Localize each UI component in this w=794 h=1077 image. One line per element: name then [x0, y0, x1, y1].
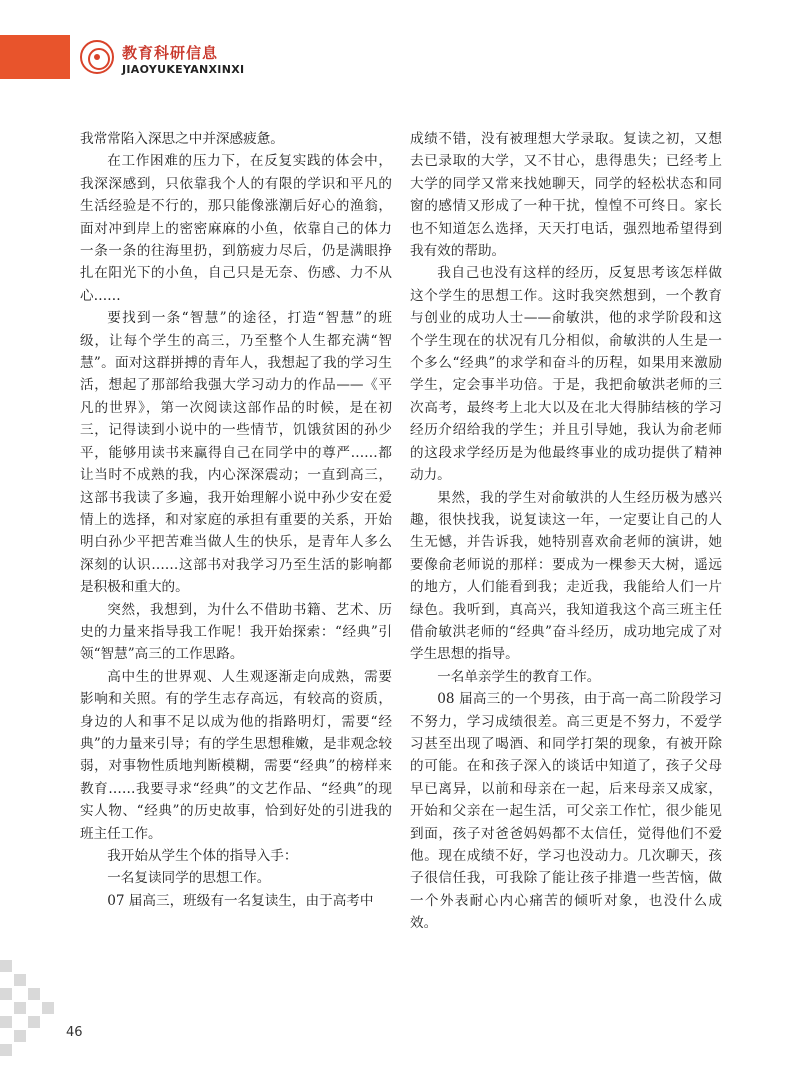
paragraph: 高中生的世界观、人生观逐渐走向成熟，需要影响和关照。有的学生志存高远，有较高的资质，身边的人和事不足以成为他的指路明灯，需要“经典”的力量来引导；有的学生思想稚嫩，是非观念较弱，对事物性质地判断模糊，需要“经典”的榜样来教育……我要寻求“经典”的文艺作品、“经典”的现实人物、“经典”的历史故事，恰到好处的引进我的班主任工作。 — [80, 668, 392, 842]
page-header — [0, 0, 794, 90]
right-text-column — [410, 128, 722, 935]
left-text-column — [80, 128, 392, 912]
paragraph: 07 届高三，班级有一名复读生，由于高考中 — [107, 892, 374, 909]
paragraph: 我自己也没有这样的经历，反复思考该怎样做这个学生的思想工作。这时我突然想到，一个教育与创业的成功人士——俞敏洪，他的求学阶段和这个学生现在的状况有几分相似，俞敏洪的人生是一个多么“经典”的求学和奋斗的历程，如果用来激励学生，定会事半功倍。于是，我把俞敏洪老师的三次高考，最终考上北大以及在北大得肺结核的学习经历介绍给我的学生；并且引导她，我认为俞老师的这段求学经历是为他最终事业的成功提供了精神动力。 — [410, 265, 722, 484]
paragraph: 08 届高三的一个男孩，由于高一高二阶段学习不努力，学习成绩很差。高三更是不努力，不爱学习甚至出现了喝酒、和同学打架的现象，有被开除的可能。在和孩子深入的谈话中知道了，孩子父母早已离异，以前和母亲在一起，后来母亲又成家，开始和父亲在一起生活，可父亲工作忙，很少能见到面，孩子对爸爸妈妈都不太信任，觉得他们不爱他。现在成绩不好，学习也没动力。几次聊天，孩子很信任我，可我除了能让孩子排遣一些苦恼，做一个外表耐心内心痛苦的倾听对象，也没什么成效。 — [410, 691, 722, 932]
header-color-bar — [0, 35, 70, 79]
paragraph: 一名单亲学生的教育工作。 — [437, 668, 601, 685]
paragraph: 在工作困难的压力下，在反复实践的体会中，我深深感到，只依靠我个人的有限的学识和平凡的生活经验是不行的，那只能像涨潮后好心的渔翁，面对冲到岸上的密密麻麻的小鱼，依靠自己的体力一条一条的往海里扔，到筋疲力尽后，仍是满眼挣扎在阳光下的小鱼，自己只是无奈、伤感、力不从心…… — [80, 153, 392, 304]
paragraph: 要找到一条“智慧”的途径，打造“智慧”的班级，让每个学生的高三，乃至整个人生都充满“智慧”。面对这群拼搏的青年人，我想起了我的学习生活，想起了那部给我强大学习动力的作品——《平凡的世界》，第一次阅读这部作品的时候，是在初三，记得读到小说中的一些情节，饥饿贫困的孙少平，能够用读书来赢得自己在同学中的尊严……都让当时不成熟的我，内心深深震动；一直到高三，这部书我读了多遍，我开始理解小说中孙少安在爱情上的选择，和对家庭的承担有重要的关系，开始明白孙少平把苦难当做人生的快乐，是青年人多么深刻的认识……这部书对我学习乃至生活的影响都是积极和重大的。 — [80, 310, 392, 596]
journal-logo-icon — [80, 40, 114, 74]
page-number: 46 — [66, 1025, 83, 1040]
journal-title-en: JIAOYUKEYANXINXI — [122, 63, 245, 76]
paragraph: 突然，我想到，为什么不借助书籍、艺术、历史的力量来指导我工作呢！我开始探索：“经典”引领“智慧”高三的工作思路。 — [80, 601, 392, 663]
paragraph: 成绩不错，没有被理想大学录取。复读之初，又想去已录取的大学，又不甘心，患得患失；已经考上大学的同学又常来找她聊天，同学的轻松状态和同窗的感情又形成了一种干扰，惶惶不可终日。家长也不知道怎么选择，天天打电话，强烈地希望得到我有效的帮助。 — [410, 131, 722, 260]
journal-title-cn: 教育科研信息 — [122, 44, 219, 62]
paragraph: 果然，我的学生对俞敏洪的人生经历极为感兴趣，很快找我，说复读这一年，一定要让自己的人生无憾，并告诉我，她特别喜欢俞老师的演讲，她要像俞老师说的那样：要成为一棵参天大树，遥远的地方，人们能看到我；走近我，我能给人们一片绿色。我听到，真高兴，我知道我这个高三班主任借俞敏洪老师的“经典”奋斗经历，成功地完成了对学生思想的指导。 — [410, 489, 722, 663]
corner-decoration — [0, 960, 60, 1077]
paragraph: 我常常陷入深思之中并深感疲惫。 — [80, 131, 284, 147]
paragraph: 一名复读同学的思想工作。 — [107, 870, 271, 887]
paragraph: 我开始从学生个体的指导入手： — [107, 848, 298, 864]
